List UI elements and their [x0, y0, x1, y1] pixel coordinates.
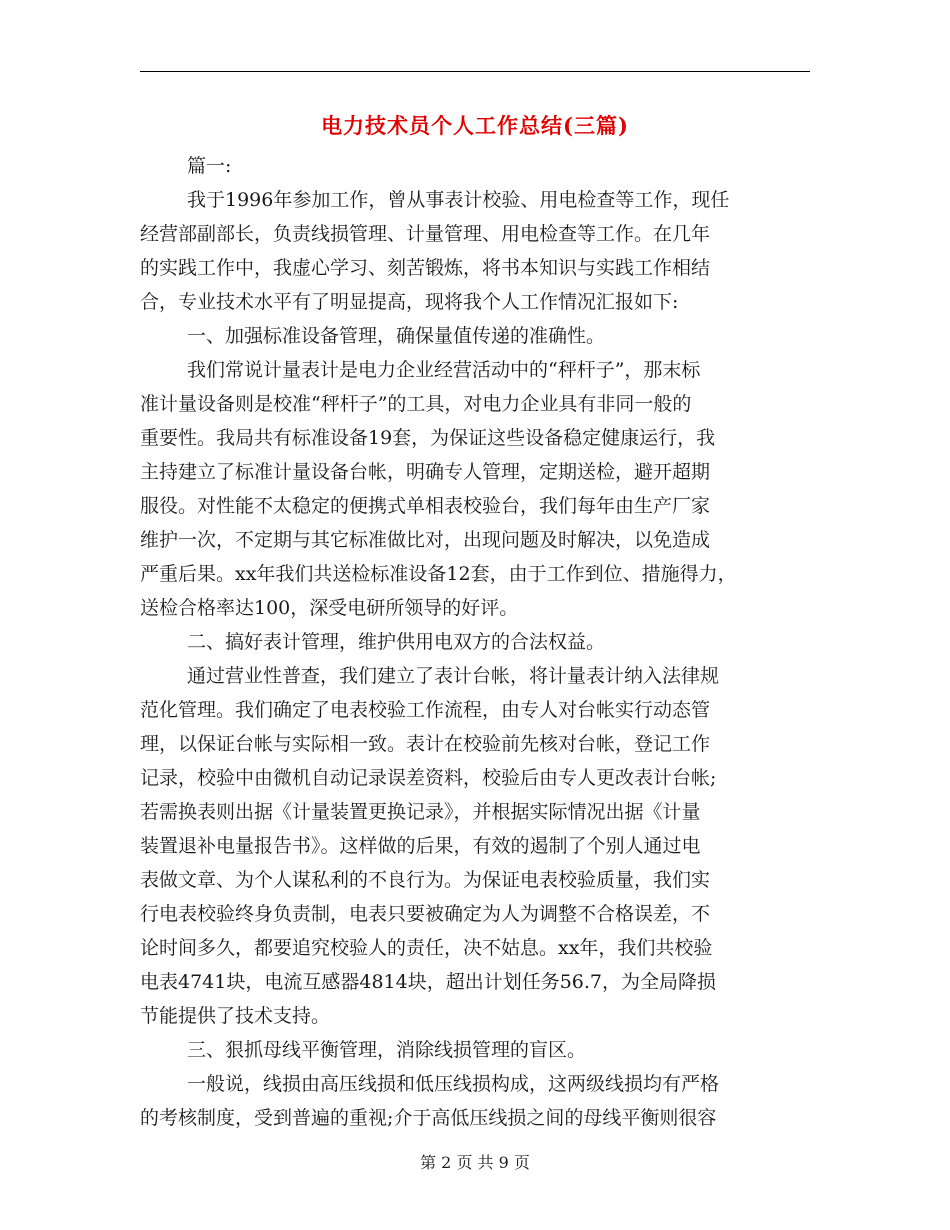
text-line: 服役。对性能不太稳定的便携式单相表校验台，我们每年由生产厂家: [140, 495, 711, 517]
text-line: 范化管理。我们确定了电表校验工作流程，由专人对台帐实行动态管: [140, 699, 711, 721]
text-line: 维护一次，不定期与其它标准做比对，出现问题及时解决，以免造成: [140, 529, 711, 551]
text-line: 论时间多久，都要追究校验人的责任，决不姑息。xx年，我们共校验: [140, 937, 713, 959]
page-footer: 第 2 页 共 9 页: [420, 1153, 530, 1172]
text-line: 行电表校验终身负责制，电表只要被确定为人为调整不合格误差，不: [140, 903, 711, 925]
text-line: 主持建立了标准计量设备台帐，明确专人管理，定期送检，避开超期: [140, 461, 711, 483]
text-line: 送检合格率达100，深受电研所领导的好评。: [140, 597, 519, 619]
text-line: 三、狠抓母线平衡管理，消除线损管理的盲区。: [187, 1039, 587, 1061]
text-line: 篇一:: [187, 155, 232, 177]
text-line: 我们常说计量表计是电力企业经营活动中的“秤杆子”，那末标: [187, 359, 701, 381]
text-line: 我于1996年参加工作，曾从事表计校验、用电检查等工作，现任: [187, 189, 730, 211]
text-line: 节能提供了技术支持。: [140, 1005, 331, 1027]
text-line: 二、搞好表计管理，维护供用电双方的合法权益。: [187, 631, 606, 653]
text-line: 表做文章、为个人谋私利的不良行为。为保证电表校验质量，我们实: [140, 869, 711, 891]
text-line: 合，专业技术水平有了明显提高，现将我个人工作情况汇报如下:: [140, 291, 679, 313]
text-line: 的实践工作中，我虚心学习、刻苦锻炼，将书本知识与实践工作相结: [140, 257, 711, 279]
text-line: 记录，校验中由微机自动记录误差资料，校验后由专人更改表计台帐;: [140, 767, 717, 789]
text-line: 一、加强标准设备管理，确保量值传递的准确性。: [187, 325, 606, 347]
text-line: 准计量设备则是校准“秤杆子”的工具，对电力企业具有非同一般的: [140, 393, 692, 415]
header-rule: [140, 71, 810, 72]
text-line: 理，以保证台帐与实际相一致。表计在校验前先核对台帐，登记工作: [140, 733, 711, 755]
text-line: 重要性。我局共有标准设备19套，为保证这些设备稳定健康运行，我: [140, 427, 716, 449]
text-line: 的考核制度，受到普遍的重视;介于高低压线损之间的母线平衡则很容: [140, 1107, 717, 1129]
text-line: 严重后果。xx年我们共送检标准设备12套，由于工作到位、措施得力，: [140, 563, 737, 585]
document-title: 电力技术员个人工作总结(三篇): [321, 113, 629, 138]
text-line: 通过营业性普查，我们建立了表计台帐，将计量表计纳入法律规: [187, 665, 720, 687]
text-line: 电表4741块，电流互感器4814块，超出计划任务56.7，为全局降损: [140, 971, 717, 993]
document-body: [140, 149, 810, 1135]
text-line: 经营部副部长，负责线损管理、计量管理、用电检查等工作。在几年: [140, 223, 711, 245]
text-line: 装置退补电量报告书》。这样做的后果，有效的遏制了个别人通过电: [140, 835, 701, 857]
text-line: 若需换表则出据《计量装置更换记录》，并根据实际情况出据《计量: [140, 801, 701, 823]
text-line: 一般说，线损由高压线损和低压线损构成，这两级线损均有严格: [187, 1073, 720, 1095]
